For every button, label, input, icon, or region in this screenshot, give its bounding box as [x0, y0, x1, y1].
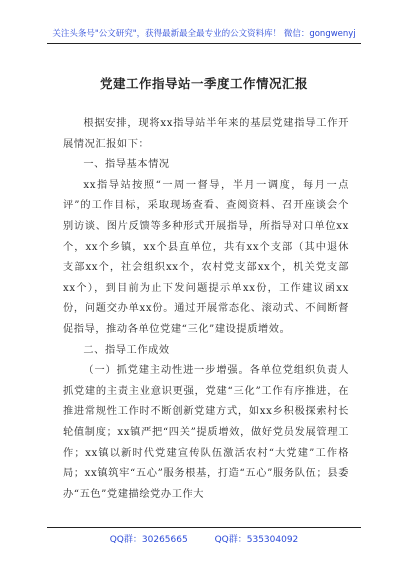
document-body — [63, 114, 349, 505]
footer-qq-group-2: QQ群：535304092 — [214, 535, 299, 545]
section-heading-2: 二、指导工作成效 — [83, 344, 170, 356]
footer-divider — [47, 527, 361, 528]
section-heading-1: 一、指导基本情况 — [83, 159, 170, 171]
document-title: 党建工作指导站一季度工作情况汇报 — [99, 76, 308, 91]
footer-qq-group-1: QQ群：30265665 — [109, 535, 188, 545]
footer — [0, 532, 408, 545]
body-paragraph: （一）抓党建主动性进一步增强。各单位党组织负责人抓党建的主责主业意识更强，党建“三化”工作有序推进，在推进常规性工作时不断创新党建方式，如xx乡积极探索村长轮值制度；xx镇严把“四关”提质增效，做好党员发展管理工作；xx镇以新时代党建宣传队伍激活农村“大党建”工作格局；xx镇筑牢“五心”服务根基，打造“五心”服务队伍；县委办“五色”党建描绘党办工作大 — [63, 365, 349, 500]
header-banner: 关注头条号"公文研究"，获得最新最全最专业的公文资料库！ 微信：gongwenyj — [52, 29, 356, 39]
intro-paragraph: 根据安排，现将xx指导站半年来的基层党建指导工作开展情况汇报如下： — [63, 118, 349, 150]
body-paragraph: xx指导站按照“一周一督导，半月一调度，每月一点评”的工作目标，采取现场查看、查阅资料、召开座谈会个别访谈、图片反馈等多种形式开展指导，所指导对口单位xx个，xx个乡镇，xx个县直单位，共有xx个支部（其中退休支部xx个，社会组织xx个，农村党支部xx个，机关党支部xx个），到目前为止下发问题提示单xx份，工作建议函xx份，问题交办单xx份。通过开展常态化、滚动式、不间断督促指导，推动各单位党建“三化”建设提质增效。 — [63, 179, 349, 335]
header-divider — [47, 43, 361, 44]
